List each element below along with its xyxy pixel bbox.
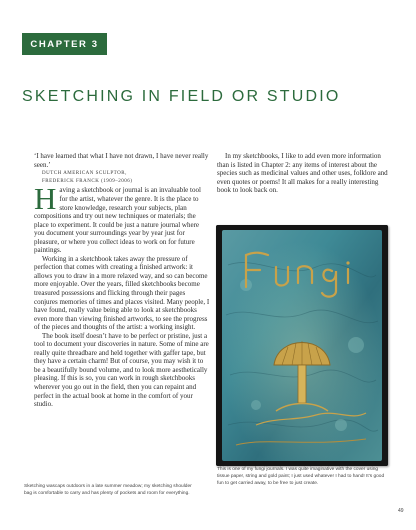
drop-cap: H <box>34 181 57 217</box>
right-column <box>217 152 389 195</box>
page-number: 49 <box>398 508 404 514</box>
fungi-journal-cover-image <box>216 225 388 466</box>
paragraph-2: Working in a sketchbook takes away the pressure of perfection that comes with creating a finished artwork: it allows you to draw in a more relaxed way, and so can become more enjoyable. Over the years, filled sketchbooks become treasured possessions and flicking through their pages conjures memories of times and places visited. Many people, I have found, really value being able to look at sketchbooks even more than viewing finished artworks, to see the progress of the pieces and thoughts of the artist: a working insight. <box>34 254 210 332</box>
artwork-caption: This is one of my fungi journals. I was quite imaginative with the cover using tissue paper, string and gold paint; I just used whatever I had to hand! It’s good fun to get carried away, to be free to just create. <box>217 467 385 486</box>
photo-caption: Sketching wascaps outdoors in a late summer meadow; my sketching shoulder bag is comfortable to carry and has plenty of pockets and room for everything. <box>24 484 192 496</box>
paragraph-3: The book itself doesn’t have to be perfect or pristine, just a tool to document your discoveries in nature. Some of mine are really quite threadbare and held together with gaffer tape, but they have a certain charm! But of course, you may wish it to be a beautifully bound volume, and to look more aesthetically pleasing. If this is so, you can work in rough sketchbooks wherever you go out in the field, then you can repaint and perfect in the actual book at home in the comfort of your studio. <box>34 331 209 409</box>
chapter-label: CHAPTER 3 <box>22 33 107 55</box>
body-text-right <box>217 152 389 195</box>
paragraph-1-text: aving a sketchbook or journal is an invaluable tool for the artist, whatever the genre. It is the place to store knowledge, research your subjects, plan compositions and try out new techniques or materials; the place to experiment. It could be just a nature journal where you document your surroundings year by year just for pleasure, or where you collect ideas to work on for future paintings. <box>34 186 201 255</box>
epigraph-quote: ‘I have learned that what I have not drawn, I have never really seen.’ <box>34 152 209 170</box>
quote-author-detail: FREDERICK FRANCK (1909–2006) <box>42 179 133 185</box>
paragraph-right-1: In my sketchbooks, I like to add even more information than is listed in Chapter 2: any items of interest about the species such as medicinal values and other uses, folklore and even quotes or poems! It all makes for a really interesting book to look back on. <box>217 152 388 195</box>
quote-author: DUTCH AMERICAN SCULPTOR, <box>42 171 127 177</box>
left-column <box>34 152 210 409</box>
fungi-journal-photo <box>216 225 388 466</box>
page-title: SKETCHING IN FIELD OR STUDIO <box>22 88 341 105</box>
